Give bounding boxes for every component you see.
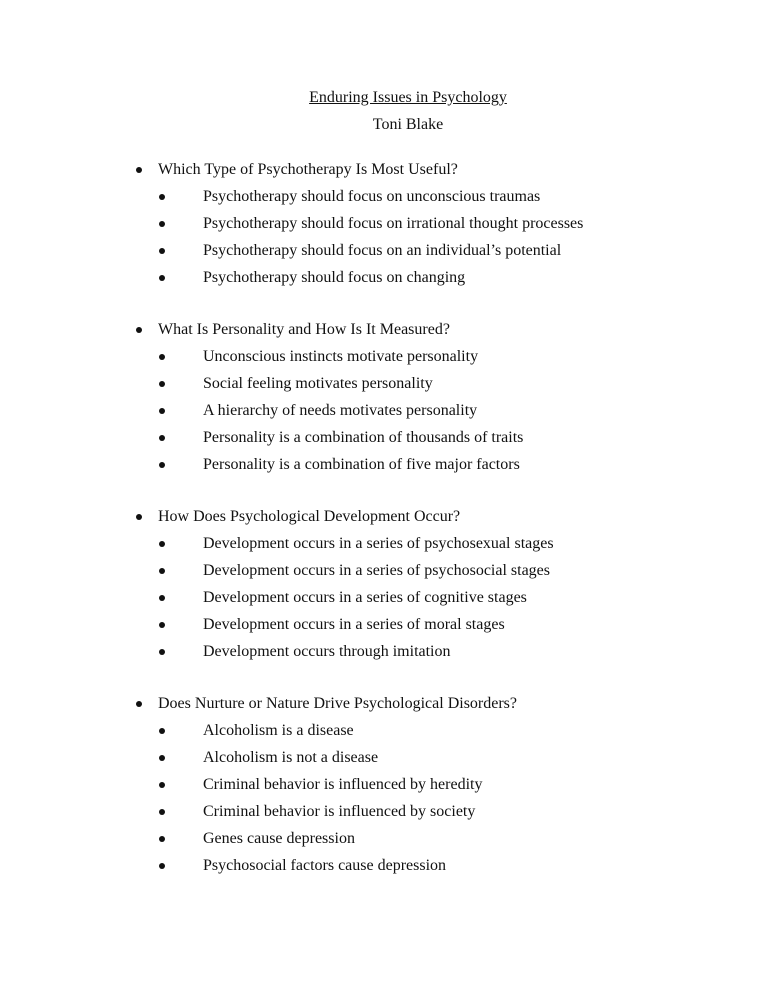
bullet-icon (159, 568, 165, 574)
bullet-icon (159, 221, 165, 227)
bullet-icon (159, 462, 165, 468)
bullet-icon (159, 728, 165, 734)
section-heading-text: What Is Personality and How Is It Measured? (158, 321, 450, 338)
list-item-text: Psychotherapy should focus on irrational thought processes (203, 215, 584, 232)
list-item-text: A hierarchy of needs motivates personality (203, 402, 478, 419)
bullet-icon (159, 194, 165, 200)
bullet-icon (136, 514, 142, 520)
bullet-icon (159, 782, 165, 788)
bullet-icon (136, 327, 142, 333)
list-item-text: Psychotherapy should focus on changing (203, 269, 466, 286)
list-item-text: Genes cause depression (203, 830, 355, 847)
document-title: Enduring Issues in Psychology (309, 89, 507, 106)
bullet-icon (159, 836, 165, 842)
bullet-icon (159, 354, 165, 360)
bullet-icon (159, 275, 165, 281)
list-item-text: Criminal behavior is influenced by heredity (203, 776, 483, 793)
document-author: Toni Blake (372, 116, 444, 133)
list-item-text: Development occurs in a series of cognitive stages (203, 589, 527, 606)
bullet-icon (159, 809, 165, 815)
bullet-icon (159, 863, 165, 869)
list-item-text: Development occurs through imitation (203, 643, 451, 660)
bullet-icon (159, 622, 165, 628)
list-item-text: Development occurs in a series of psychosexual stages (203, 535, 554, 552)
section-heading-text: Does Nurture or Nature Drive Psychological Disorders? (158, 695, 518, 712)
list-item-text: Psychotherapy should focus on unconscious traumas (203, 188, 541, 205)
list-item-text: Criminal behavior is influenced by society (203, 803, 476, 820)
bullet-icon (159, 435, 165, 441)
bullet-icon (159, 541, 165, 547)
list-item-text: Psychotherapy should focus on an individual’s potential (203, 242, 562, 259)
bullet-icon (159, 381, 165, 387)
list-item-text: Social feeling motivates personality (203, 375, 433, 392)
list-item-text: Alcoholism is a disease (203, 722, 354, 739)
bullet-icon (159, 595, 165, 601)
section-heading-text: Which Type of Psychotherapy Is Most Useful? (158, 161, 458, 178)
list-item-text: Development occurs in a series of moral stages (203, 616, 505, 633)
bullet-icon (136, 701, 142, 707)
bullet-icon (159, 248, 165, 254)
section-heading-text: How Does Psychological Development Occur? (158, 508, 461, 525)
bullet-icon (136, 167, 142, 173)
list-item-text: Psychosocial factors cause depression (203, 857, 447, 874)
list-item-text: Development occurs in a series of psychosocial stages (203, 562, 551, 579)
list-item-text: Personality is a combination of thousands of traits (203, 429, 524, 446)
list-item-text: Alcoholism is not a disease (203, 749, 379, 766)
bullet-icon (159, 649, 165, 655)
list-item-text: Unconscious instincts motivate personality (203, 348, 479, 365)
bullet-icon (159, 408, 165, 414)
list-item-text: Personality is a combination of five major factors (203, 456, 520, 473)
bullet-icon (159, 755, 165, 761)
